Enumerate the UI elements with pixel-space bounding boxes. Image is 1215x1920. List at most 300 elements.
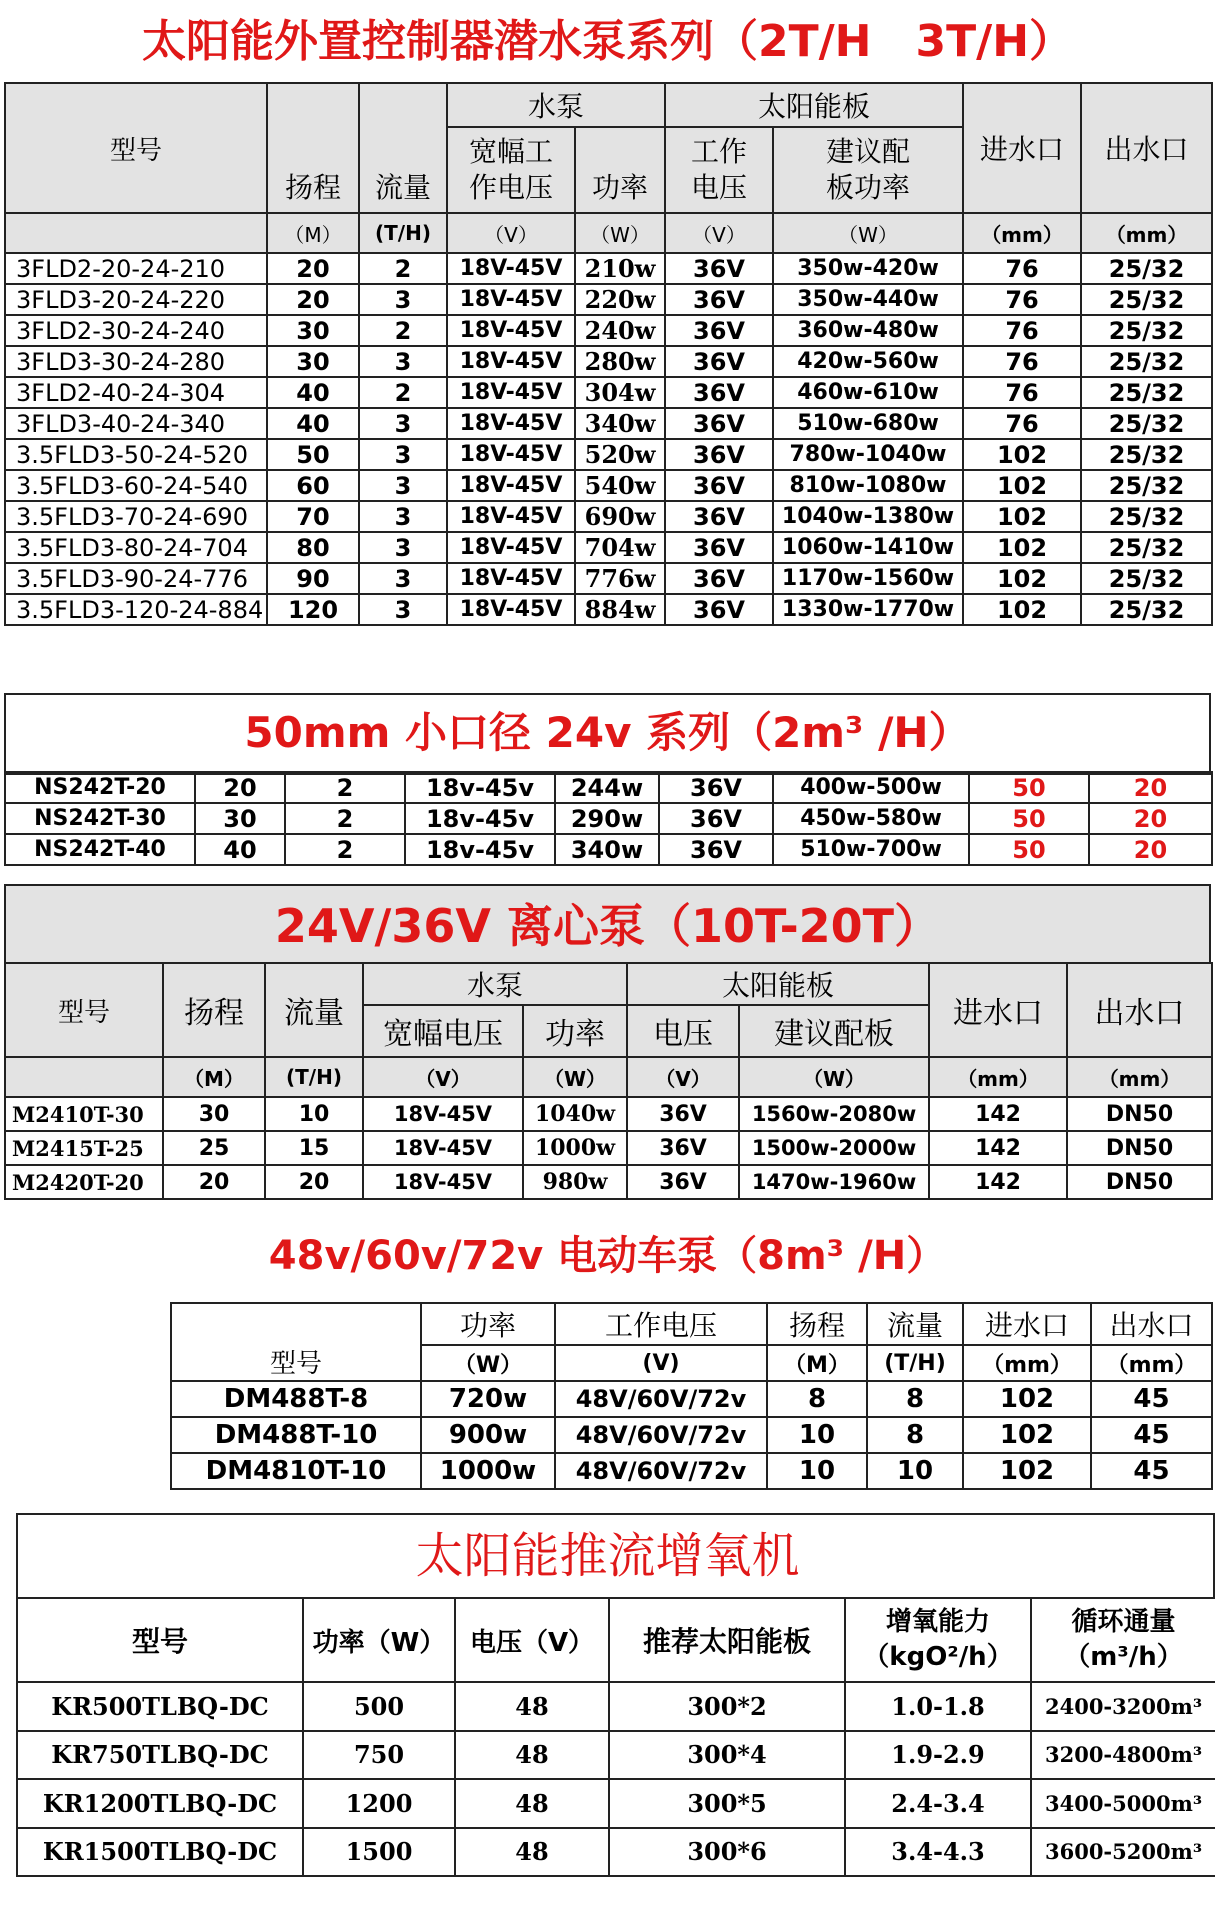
pump-voltage-cell: 18V-45V [447,470,575,501]
power-cell: 500 [303,1682,455,1731]
header-solar-group: 太阳能板 [627,963,929,1005]
model-cell: 3.5FLD3-80-24-704 [5,532,267,563]
table-row [17,1828,1215,1877]
outlet-cell: 25/32 [1081,594,1212,625]
header-circulation: 循环通量 （m³/h） [1031,1598,1215,1682]
outlet-cell: DN50 [1067,1097,1212,1131]
units-cell: (T/H) [867,1345,963,1381]
solar-power-cell: 1560w-2080w [739,1097,929,1131]
solar-voltage-cell: 36V [659,803,773,834]
header-pump-voltage: 宽幅电压 [363,1005,523,1057]
header-inlet: 进水口 [929,963,1067,1057]
flow-cell: 2 [285,834,405,865]
outlet-cell: 45 [1091,1453,1212,1489]
outlet-cell: 25/32 [1081,501,1212,532]
pump-voltage-cell: 18v-45v [405,772,555,803]
inlet-cell: 102 [963,563,1081,594]
header-inlet: 进水口 [963,1303,1091,1345]
inlet-cell: 102 [963,1453,1091,1489]
pump-voltage-cell: 18V-45V [447,253,575,284]
pump-power-cell: 540w [575,470,665,501]
head-cell: 50 [267,439,359,470]
head-cell: 10 [767,1453,867,1489]
solar-power-cell: 460w-610w [773,377,963,408]
flow-cell: 3 [359,594,447,625]
header-model: 型号 [17,1598,303,1682]
pump-power-cell: 290w [555,803,659,834]
table-row [5,1165,1212,1199]
units-cell: (T/H) [265,1057,363,1097]
units-cell: （mm） [963,213,1081,253]
header-solar-power: 建议配 板功率 [773,127,963,213]
pump-power-cell: 304w [575,377,665,408]
model-cell: 3FLD2-30-24-240 [5,315,267,346]
units-cell: （M） [267,213,359,253]
head-cell: 25 [163,1131,265,1165]
units-cell: （mm） [929,1057,1067,1097]
inlet-cell: 102 [963,1381,1091,1417]
table-row [17,1682,1215,1731]
pump-power-cell: 210w [575,253,665,284]
table-row [5,284,1212,315]
inlet-cell: 76 [963,408,1081,439]
solar-power-cell: 810w-1080w [773,470,963,501]
solar-power-cell: 450w-580w [773,803,969,834]
flow-cell: 3 [359,470,447,501]
units-cell: （W） [773,213,963,253]
units-cell: （V） [665,213,773,253]
head-cell: 70 [267,501,359,532]
panel-cell: 300*6 [609,1828,845,1877]
header-head: 扬程 [767,1303,867,1345]
model-cell: KR1500TLBQ-DC [17,1828,303,1877]
power-cell: 900w [421,1417,555,1453]
outlet-cell: 20 [1089,772,1212,803]
model-cell: 3.5FLD3-70-24-690 [5,501,267,532]
solar-voltage-cell: 36V [627,1165,739,1199]
table-row [171,1417,1212,1453]
pump-power-cell: 244w [555,772,659,803]
flow-cell: 3 [359,563,447,594]
header-flow: 流量 [867,1303,963,1345]
table-row [5,532,1212,563]
units-cell: （mm） [1091,1345,1212,1381]
head-cell: 60 [267,470,359,501]
voltage-cell: 48 [455,1828,609,1877]
pump-voltage-cell: 18V-45V [447,594,575,625]
head-cell: 20 [195,772,285,803]
outlet-cell: 45 [1091,1417,1212,1453]
pump-power-cell: 776w [575,563,665,594]
header-model: 型号 [5,963,163,1057]
section4-title: 48v/60v/72v 电动车泵（8m³ /H） [268,1233,947,1279]
header-pump-power: 功率 [523,1005,627,1057]
table-row [171,1453,1212,1489]
pump-voltage-cell: 18V-45V [447,563,575,594]
solar-voltage-cell: 36V [659,772,773,803]
solar-power-cell: 1500w-2000w [739,1131,929,1165]
head-cell: 20 [163,1165,265,1199]
table-row [5,1131,1212,1165]
head-cell: 120 [267,594,359,625]
head-cell: 80 [267,532,359,563]
head-cell: 30 [267,346,359,377]
head-cell: 8 [767,1381,867,1417]
model-cell: 3.5FLD3-60-24-540 [5,470,267,501]
model-cell: M2410T-30 [5,1097,163,1131]
flow-cell: 3 [359,501,447,532]
model-cell: DM488T-10 [171,1417,421,1453]
head-cell: 40 [267,377,359,408]
inlet-cell: 76 [963,284,1081,315]
head-cell: 30 [163,1097,265,1131]
table-row [171,1381,1212,1417]
solar-power-cell: 400w-500w [773,772,969,803]
units-cell: (V) [555,1345,767,1381]
outlet-cell: DN50 [1067,1131,1212,1165]
inlet-cell: 76 [963,253,1081,284]
units-cell: （W） [523,1057,627,1097]
outlet-cell: 25/32 [1081,377,1212,408]
solar-voltage-cell: 36V [627,1131,739,1165]
header-flow: 流量 [359,83,447,213]
header-voltage: 工作电压 [555,1303,767,1345]
table-row [5,501,1212,532]
pump-voltage-cell: 18v-45v [405,803,555,834]
units-cell: （W） [739,1057,929,1097]
header-pump-voltage: 宽幅工 作电压 [447,127,575,213]
table-row [17,1731,1215,1780]
power-cell: 1500 [303,1828,455,1877]
solar-power-cell: 510w-700w [773,834,969,865]
voltage-cell: 48 [455,1682,609,1731]
power-cell: 1000w [421,1453,555,1489]
panel-cell: 300*2 [609,1682,845,1731]
units-cell: （M） [767,1345,867,1381]
solar-power-cell: 1060w-1410w [773,532,963,563]
header-voltage: 电压（V） [455,1598,609,1682]
pump-power-cell: 690w [575,501,665,532]
table-row [5,1097,1212,1131]
panel-cell: 300*4 [609,1731,845,1780]
header-outlet: 出水口 [1091,1303,1212,1345]
head-cell: 20 [267,284,359,315]
solar-voltage-cell: 36V [665,470,773,501]
circulation-cell: 3400-5000m³ [1031,1779,1215,1828]
pump-voltage-cell: 18V-45V [447,377,575,408]
pump-power-cell: 220w [575,284,665,315]
pump-voltage-cell: 18v-45v [405,834,555,865]
units-cell [5,213,267,253]
inlet-cell: 102 [963,439,1081,470]
inlet-cell: 76 [963,377,1081,408]
header-outlet: 出水口 [1067,963,1212,1057]
outlet-cell: 25/32 [1081,532,1212,563]
header-solar-voltage: 工作 电压 [665,127,773,213]
voltage-cell: 48 [455,1731,609,1780]
pump-power-cell: 340w [555,834,659,865]
pump-voltage-cell: 18V-45V [447,346,575,377]
solar-voltage-cell: 36V [665,315,773,346]
units-cell: （mm） [963,1345,1091,1381]
model-cell: DM4810T-10 [171,1453,421,1489]
flow-cell: 3 [359,439,447,470]
outlet-cell: 25/32 [1081,346,1212,377]
header-solar-voltage: 电压 [627,1005,739,1057]
model-cell: 3.5FLD3-120-24-884 [5,594,267,625]
solar-voltage-cell: 36V [665,346,773,377]
inlet-cell: 102 [963,1417,1091,1453]
table-row [5,772,1212,803]
header-outlet: 出水口 [1081,83,1212,213]
units-cell: （V） [363,1057,523,1097]
flow-cell: 2 [285,772,405,803]
solar-power-cell: 1470w-1960w [739,1165,929,1199]
solar-voltage-cell: 36V [665,377,773,408]
section5-title: 太阳能推流增氧机 [415,1528,800,1584]
flow-cell: 2 [359,253,447,284]
model-cell: M2415T-25 [5,1131,163,1165]
voltage-cell: 48V/60V/72v [555,1417,767,1453]
solar-voltage-cell: 36V [665,408,773,439]
pump-power-cell: 340w [575,408,665,439]
oxygen-cell: 3.4-4.3 [845,1828,1031,1877]
flow-cell: 20 [265,1165,363,1199]
flow-cell: 3 [359,346,447,377]
flow-cell: 10 [265,1097,363,1131]
solar-voltage-cell: 36V [665,439,773,470]
model-cell: 3FLD2-40-24-304 [5,377,267,408]
voltage-cell: 48 [455,1779,609,1828]
pump-power-cell: 280w [575,346,665,377]
section4-table [170,1302,1213,1490]
solar-power-cell: 350w-420w [773,253,963,284]
section2-table [4,771,1213,866]
flow-cell: 3 [359,532,447,563]
table-row [17,1779,1215,1828]
pump-power-cell: 1000w [523,1131,627,1165]
solar-voltage-cell: 36V [665,253,773,284]
units-cell: （mm） [1081,213,1212,253]
pump-voltage-cell: 18V-45V [447,315,575,346]
section5-table [16,1597,1215,1877]
units-cell: （mm） [1067,1057,1212,1097]
panel-cell: 300*5 [609,1779,845,1828]
units-cell: (T/H) [359,213,447,253]
pump-voltage-cell: 18V-45V [447,284,575,315]
solar-voltage-cell: 36V [665,284,773,315]
model-cell: 3FLD3-30-24-280 [5,346,267,377]
outlet-cell: 25/32 [1081,408,1212,439]
solar-power-cell: 360w-480w [773,315,963,346]
circulation-cell: 3200-4800m³ [1031,1731,1215,1780]
inlet-cell: 76 [963,315,1081,346]
header-solar-group: 太阳能板 [665,83,963,127]
head-cell: 90 [267,563,359,594]
solar-voltage-cell: 36V [665,532,773,563]
section3-table [4,962,1213,1200]
section2-title: 50mm 小口径 24v 系列（2m³ /H） [244,708,971,757]
circulation-cell: 2400-3200m³ [1031,1682,1215,1731]
solar-voltage-cell: 36V [665,501,773,532]
power-cell: 720w [421,1381,555,1417]
model-cell: NS242T-40 [5,834,195,865]
model-cell: DM488T-8 [171,1381,421,1417]
solar-voltage-cell: 36V [665,594,773,625]
power-cell: 750 [303,1731,455,1780]
inlet-cell: 50 [969,772,1089,803]
units-cell [5,1057,163,1097]
power-cell: 1200 [303,1779,455,1828]
header-power: 功率 [421,1303,555,1345]
voltage-cell: 48V/60V/72v [555,1381,767,1417]
flow-cell: 15 [265,1131,363,1165]
oxygen-cell: 1.0-1.8 [845,1682,1031,1731]
pump-voltage-cell: 18V-45V [363,1131,523,1165]
pump-power-cell: 980w [523,1165,627,1199]
header-pump-group: 水泵 [447,83,665,127]
units-cell: （V） [447,213,575,253]
head-cell: 20 [267,253,359,284]
flow-cell: 8 [867,1381,963,1417]
inlet-cell: 50 [969,834,1089,865]
solar-power-cell: 350w-440w [773,284,963,315]
circulation-cell: 3600-5200m³ [1031,1828,1215,1877]
inlet-cell: 102 [963,594,1081,625]
units-cell: （V） [627,1057,739,1097]
units-cell: （W） [421,1345,555,1381]
pump-power-cell: 520w [575,439,665,470]
pump-power-cell: 704w [575,532,665,563]
table-row [5,377,1212,408]
section1-table [4,82,1213,626]
model-cell: M2420T-20 [5,1165,163,1199]
solar-voltage-cell: 36V [659,834,773,865]
units-cell: （M） [163,1057,265,1097]
units-row [5,1057,1212,1097]
section1-title: 太阳能外置控制器潜水泵系列（2T/H 3T/H） [141,16,1074,67]
model-cell: 3.5FLD3-90-24-776 [5,563,267,594]
inlet-cell: 142 [929,1165,1067,1199]
pump-power-cell: 240w [575,315,665,346]
model-cell: NS242T-20 [5,772,195,803]
pump-voltage-cell: 18V-45V [447,439,575,470]
units-cell: （W） [575,213,665,253]
outlet-cell: 25/32 [1081,563,1212,594]
header-pump-group: 水泵 [363,963,627,1005]
outlet-cell: 25/32 [1081,284,1212,315]
table-row [5,470,1212,501]
header-model: 型号 [171,1303,421,1381]
head-cell: 40 [195,834,285,865]
flow-cell: 2 [359,315,447,346]
oxygen-cell: 1.9-2.9 [845,1731,1031,1780]
header-head: 扬程 [163,963,265,1057]
table-row [5,253,1212,284]
inlet-cell: 142 [929,1131,1067,1165]
table-row [5,594,1212,625]
solar-power-cell: 1040w-1380w [773,501,963,532]
inlet-cell: 76 [963,346,1081,377]
section3-title: 24V/36V 离心泵（10T-20T） [274,899,941,953]
inlet-cell: 102 [963,532,1081,563]
flow-cell: 3 [359,284,447,315]
model-cell: 3FLD3-40-24-340 [5,408,267,439]
solar-power-cell: 510w-680w [773,408,963,439]
pump-power-cell: 1040w [523,1097,627,1131]
pump-voltage-cell: 18V-45V [447,408,575,439]
solar-power-cell: 1170w-1560w [773,563,963,594]
header-model: 型号 [5,83,267,213]
pump-power-cell: 884w [575,594,665,625]
header-solar-power: 建议配板 [739,1005,929,1057]
oxygen-cell: 2.4-3.4 [845,1779,1031,1828]
header-head: 扬程 [267,83,359,213]
header-flow: 流量 [265,963,363,1057]
table-row [5,315,1212,346]
model-cell: KR500TLBQ-DC [17,1682,303,1731]
solar-power-cell: 1330w-1770w [773,594,963,625]
pump-voltage-cell: 18V-45V [447,532,575,563]
outlet-cell: 20 [1089,803,1212,834]
inlet-cell: 50 [969,803,1089,834]
outlet-cell: 45 [1091,1381,1212,1417]
table-row [5,346,1212,377]
table-row [5,563,1212,594]
voltage-cell: 48V/60V/72v [555,1453,767,1489]
header-panel: 推荐太阳能板 [609,1598,845,1682]
outlet-cell: 25/32 [1081,439,1212,470]
flow-cell: 2 [359,377,447,408]
outlet-cell: DN50 [1067,1165,1212,1199]
pump-voltage-cell: 18V-45V [363,1165,523,1199]
model-cell: 3.5FLD3-50-24-520 [5,439,267,470]
flow-cell: 8 [867,1417,963,1453]
model-cell: KR750TLBQ-DC [17,1731,303,1780]
flow-cell: 2 [285,803,405,834]
head-cell: 30 [195,803,285,834]
inlet-cell: 102 [963,501,1081,532]
model-cell: KR1200TLBQ-DC [17,1779,303,1828]
inlet-cell: 102 [963,470,1081,501]
model-cell: NS242T-30 [5,803,195,834]
pump-voltage-cell: 18V-45V [447,501,575,532]
model-cell: 3FLD2-20-24-210 [5,253,267,284]
solar-power-cell: 780w-1040w [773,439,963,470]
head-cell: 10 [767,1417,867,1453]
units-row [5,213,1212,253]
header-power: 功率（W） [303,1598,455,1682]
outlet-cell: 25/32 [1081,470,1212,501]
table-row [5,408,1212,439]
table-row [5,834,1212,865]
flow-cell: 10 [867,1453,963,1489]
table-row [5,803,1212,834]
model-cell: 3FLD3-20-24-220 [5,284,267,315]
head-cell: 30 [267,315,359,346]
solar-voltage-cell: 36V [665,563,773,594]
outlet-cell: 25/32 [1081,315,1212,346]
table-row [5,439,1212,470]
pump-voltage-cell: 18V-45V [363,1097,523,1131]
header-oxygen: 增氧能力 （kgO²/h） [845,1598,1031,1682]
solar-power-cell: 420w-560w [773,346,963,377]
inlet-cell: 142 [929,1097,1067,1131]
header-inlet: 进水口 [963,83,1081,213]
outlet-cell: 25/32 [1081,253,1212,284]
solar-voltage-cell: 36V [627,1097,739,1131]
head-cell: 40 [267,408,359,439]
